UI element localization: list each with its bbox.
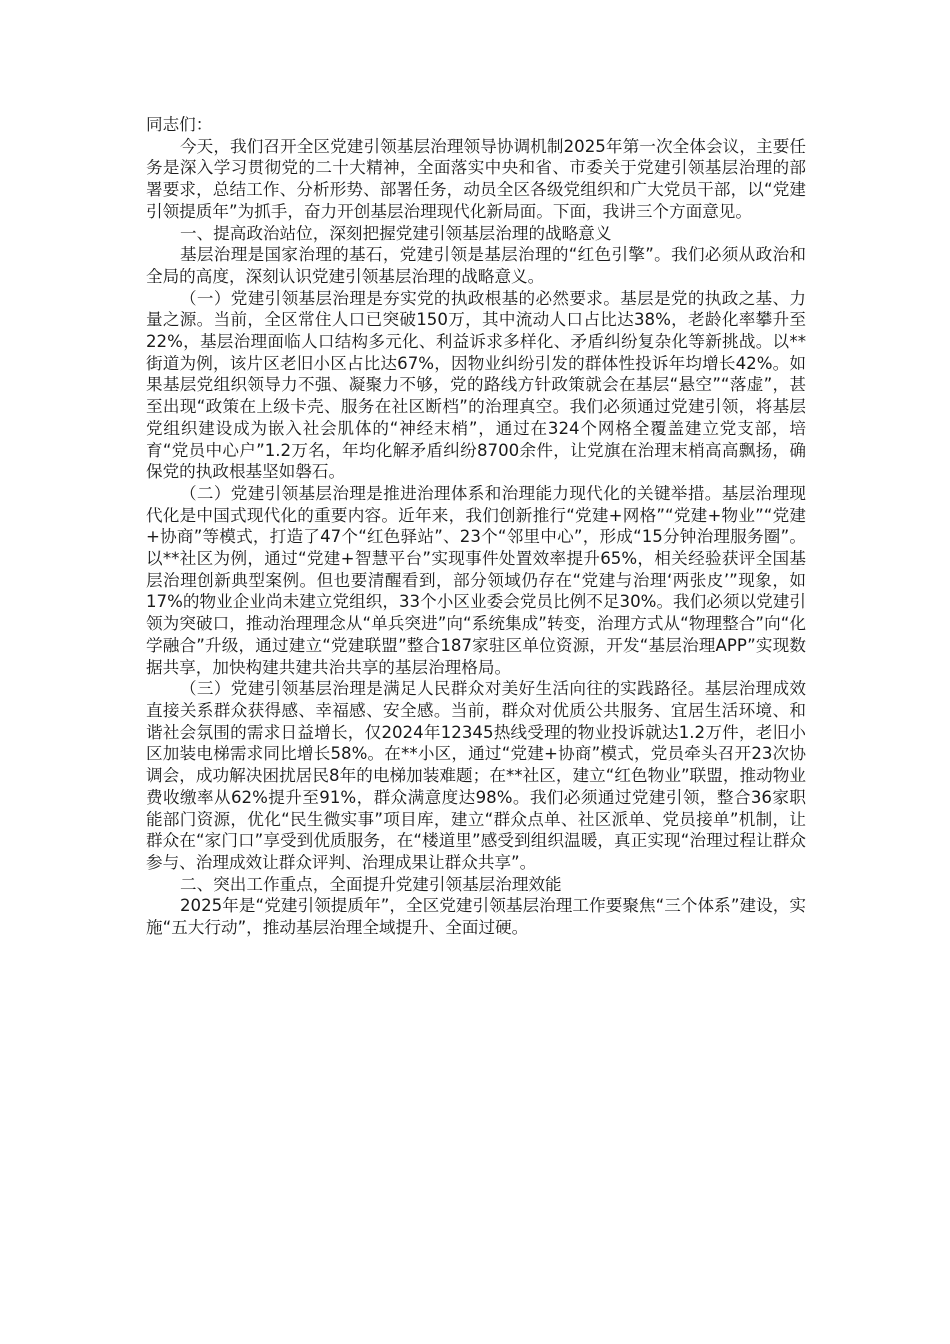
section-1-point-3: （三）党建引领基层治理是满足人民群众对美好生活向往的实践路径。基层治理成效直接关系群众获得感、幸福感、安全感。当前，群众对优质公共服务、宜居生活环境、和谐社会氛围的需求日益增长，仅2024年12345热线受理的物业投诉就达1.2万件，老旧小区加装电梯需求同比增长58%。在**小区，通过“党建+协商”模式，党员牵头召开23次协调会，成功解决困扰居民8年的电梯加装难题；在**社区，建立“红色物业”联盟，推动物业费收缴率从62%提升至91%，群众满意度达98%。我们必须通过党建引领，整合36家职能部门资源，优化“民生微实事”项目库，建立“群众点单、社区派单、党员接单”机制，让群众在“家门口”享受到优质服务，在“楼道里”感受到组织温暖，真正实现“治理过程让群众参与、治理成效让群众评判、治理成果让群众共享”。 [146,679,806,872]
section-1-intro: 基层治理是国家治理的基石，党建引领是基层治理的“红色引擎”。我们必须从政治和全局的高度，深刻认识党建引领基层治理的战略意义。 [146,245,806,286]
section-heading-2: 二、突出工作重点，全面提升党建引领基层治理效能 [180,874,562,894]
section-2-intro: 2025年是“党建引领提质年”，全区党建引领基层治理工作要聚焦“三个体系”建设，实施“五大行动”，推动基层治理全域提升、全面过硬。 [146,896,806,938]
opening-paragraph: 今天，我们召开全区党建引领基层治理领导协调机制2025年第一次全体会议，主要任务是深入学习贯彻党的二十大精神，全面落实中央和省、市委关于党建引领基层治理的部署要求，总结工作、分析形势、部署任务，动员全区各级党组织和广大党员干部，以“党建引领提质年”为抓手，奋力开创基层治理现代化新局面。下面，我讲三个方面意见。 [146,136,806,221]
section-1-point-2: （二）党建引领基层治理是推进治理体系和治理能力现代化的关键举措。基层治理现代化是中国式现代化的重要内容。近年来，我们创新推行“党建+网格”“党建+物业”“党建+协商”等模式，打造了47个“红色驿站”、23个“邻里中心”，形成“15分钟治理服务圈”。以**社区为例，通过“党建+智慧平台”实现事件处置效率提升65%，相关经验获评全国基层治理创新典型案例。但也要清醒看到，部分领域仍存在“党建与治理‘两张皮’”现象，如17%的物业企业尚未建立党组织，33个小区业委会党员比例不足30%。我们必须以党建引领为突破口，推动治理理念从“单兵突进”向“系统集成”转变，治理方式从“物理整合”向“化学融合”升级，通过建立“党建联盟”整合187家驻区单位资源，开发“基层治理APP”实现数据共享，加快构建共建共治共享的基层治理格局。 [146,483,806,677]
section-heading-1: 一、提高政治站位，深刻把握党建引领基层治理的战略意义 [180,223,612,243]
document-body [146,114,806,939]
salutation: 同志们： [146,115,213,134]
section-1-point-1: （一）党建引领基层治理是夯实党的执政根基的必然要求。基层是党的执政之基、力量之源。当前，全区常住人口已突破150万，其中流动人口占比达38%，老龄化率攀升至22%，基层治理面临人口结构多元化、利益诉求多样化、矛盾纠纷复杂化等新挑战。以**街道为例，该片区老旧小区占比达67%，因物业纠纷引发的群体性投诉年均增长42%。如果基层党组织领导力不强、凝聚力不够，党的路线方针政策就会在基层“悬空”“落虚”，甚至出现“政策在上级卡壳、服务在社区断档”的治理真空。我们必须通过党建引领，将基层党组织建设成为嵌入社会肌体的“神经末梢”，通过在324个网格全覆盖建立党支部，培育“党员中心户”1.2万名，年均化解矛盾纠纷8700余件，让党旗在治理末梢高高飘扬，确保党的执政根基坚如磐石。 [146,288,806,482]
